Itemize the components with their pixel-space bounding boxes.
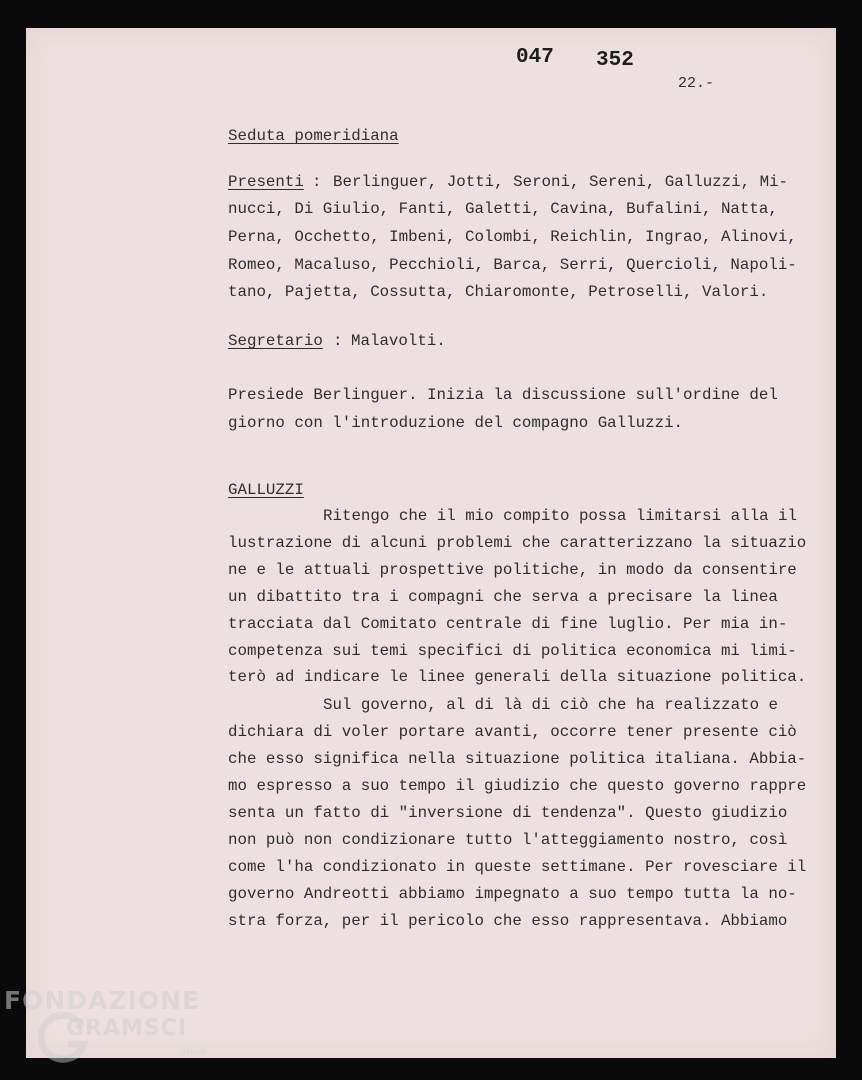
- watermark-line1: FONDAZIONE: [4, 986, 201, 1015]
- secretary-label: Segretario: [228, 332, 323, 350]
- speech-line: tracciata dal Comitato centrale di fine luglio. Per mia in-: [228, 615, 788, 633]
- speech-line: Ritengo che il mio compito possa limitarsi alla il: [323, 507, 797, 525]
- attendees-label: Presenti: [228, 173, 304, 191]
- intro-line: Presiede Berlinguer. Inizia la discussione sull'ordine del: [228, 386, 778, 404]
- speech-line: Sul governo, al di là di ciò che ha realizzato e: [323, 696, 779, 714]
- speech-line: governo Andreotti abbiamo impegnato a suo tempo tutta la no-: [228, 885, 797, 903]
- attendee-line: nucci, Di Giulio, Fanti, Galetti, Cavina, Bufalini, Natta,: [228, 200, 778, 218]
- attendee-line: Perna, Occhetto, Imbeni, Colombi, Reichlin, Ingrao, Alinovi,: [228, 228, 797, 246]
- archive-number-b: 352: [596, 49, 634, 72]
- speaker-name: GALLUZZI: [228, 481, 304, 499]
- speech-line: come l'ha condizionato in queste settimane. Per rovesciare il: [228, 858, 807, 876]
- speech-line: lustrazione di alcuni problemi che caratterizzano la situazio: [228, 534, 807, 552]
- speech-line: che esso significa nella situazione politica italiana. Abbia-: [228, 750, 807, 768]
- secretary-colon: :: [333, 332, 343, 350]
- session-title: Seduta pomeridiana: [228, 127, 399, 145]
- page-number: 22.-: [678, 75, 715, 92]
- speech-line: dichiara di voler portare avanti, occorre tener presente ciò: [228, 723, 797, 741]
- attendee-line: Berlinguer, Jotti, Seroni, Sereni, Galluzzi, Mi-: [333, 173, 789, 191]
- watermark-sub: onlus: [180, 1046, 207, 1057]
- speech-line: competenza sui temi specifici di politica economica mi limi-: [228, 642, 797, 660]
- speech-line: un dibattito tra i compagni che serva a precisare la linea: [228, 588, 778, 606]
- speech-line: stra forza, per il pericolo che esso rappresentava. Abbiamo: [228, 912, 788, 930]
- speech-line: terò ad indicare le linee generali della situazione politica.: [228, 668, 807, 686]
- attendees-colon: :: [312, 173, 322, 191]
- speech-line: senta un fatto di "inversione di tendenza". Questo giudizio: [228, 804, 788, 822]
- attendee-line: tano, Pajetta, Cossutta, Chiaromonte, Petroselli, Valori.: [228, 283, 769, 301]
- attendee-line: Romeo, Macaluso, Pecchioli, Barca, Serri, Quercioli, Napoli-: [228, 256, 797, 274]
- archive-number-a: 047: [516, 46, 554, 69]
- speech-line: ne e le attuali prospettive politiche, in modo da consentire: [228, 561, 797, 579]
- watermark-line2: GRAMSCI: [66, 1016, 188, 1041]
- secretary-name: Malavolti.: [351, 332, 446, 350]
- speech-line: non può non condizionare tutto l'atteggiamento nostro, così: [228, 831, 788, 849]
- fondazione-gramsci-watermark: [4, 986, 214, 1080]
- speech-line: mo espresso a suo tempo il giudizio che questo governo rappre: [228, 777, 807, 795]
- intro-line: giorno con l'introduzione del compagno Galluzzi.: [228, 414, 684, 432]
